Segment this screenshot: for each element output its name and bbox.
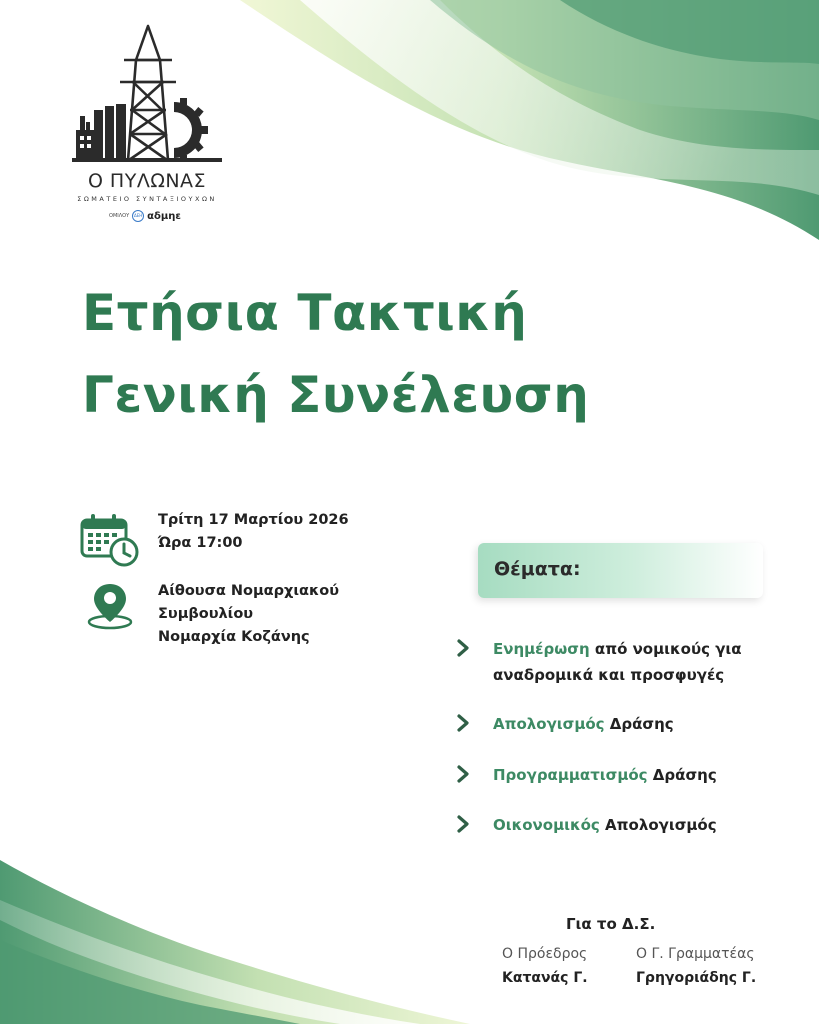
location-pin-icon: [86, 582, 136, 630]
logo-footer: [80, 210, 210, 222]
logo-subtitle: ΣΩΜΑΤΕΙΟ ΣΥΝΤΑΞΙΟΥΧΩΝ: [77, 195, 217, 203]
topic-text: [493, 711, 793, 737]
calendar-clock-icon: [80, 512, 140, 568]
page-title: [82, 272, 589, 436]
topics-heading: Θέματα:: [494, 558, 581, 580]
secretary-role: Ο Γ. Γραμματέας: [636, 946, 755, 962]
topic-text: [493, 636, 793, 688]
topic-highlight: Απολογισμός: [493, 715, 605, 733]
topic-highlight: Προγραμματισμός: [493, 766, 648, 784]
president-name: Κατανάς Γ.: [502, 970, 588, 986]
event-time: Ώρα 17:00: [158, 535, 243, 551]
chevron-right-icon: [456, 713, 470, 733]
topic-rest: Απολογισμός: [599, 816, 717, 834]
topic-text: [493, 812, 793, 838]
location-line-1: Αίθουσα Νομαρχιακού: [158, 583, 340, 599]
title-line-2: Γενική Συνέλευση: [82, 366, 590, 424]
logo-footer-brand: αδμηε: [147, 210, 181, 222]
event-datetime: [158, 509, 349, 555]
topic-rest: από νομικούς για αναδρομικά και προσφυγές: [493, 640, 742, 684]
topic-highlight: Ενημέρωση: [493, 640, 590, 658]
chevron-right-icon: [456, 638, 470, 658]
location-line-2: Συμβουλίου: [158, 606, 254, 622]
topic-highlight: Οικονομικός: [493, 816, 600, 834]
chevron-right-icon: [456, 764, 470, 784]
event-date: Τρίτη 17 Μαρτίου 2026: [158, 512, 349, 528]
logo-footer-left: ΟΜΙΛΟΥ: [109, 213, 130, 219]
topic-text: [493, 762, 793, 788]
logo-footer-mark: ΔΕΗ: [132, 210, 144, 222]
event-location: [158, 580, 339, 649]
topic-rest: Δράσης: [647, 766, 717, 784]
title-line-1: Ετήσια Τακτική: [82, 284, 528, 342]
secretary-name: Γρηγοριάδης Γ.: [636, 970, 757, 986]
chevron-right-icon: [456, 814, 470, 834]
topic-rest: Δράσης: [604, 715, 674, 733]
president-role: Ο Πρόεδρος: [502, 946, 588, 962]
signature-heading: Για το Δ.Σ.: [566, 915, 656, 933]
logo-name: Ο ΠΥΛΩΝΑΣ: [87, 170, 207, 192]
topics-heading-tag: [478, 543, 763, 598]
location-line-3: Νομαρχία Κοζάνης: [158, 629, 310, 645]
